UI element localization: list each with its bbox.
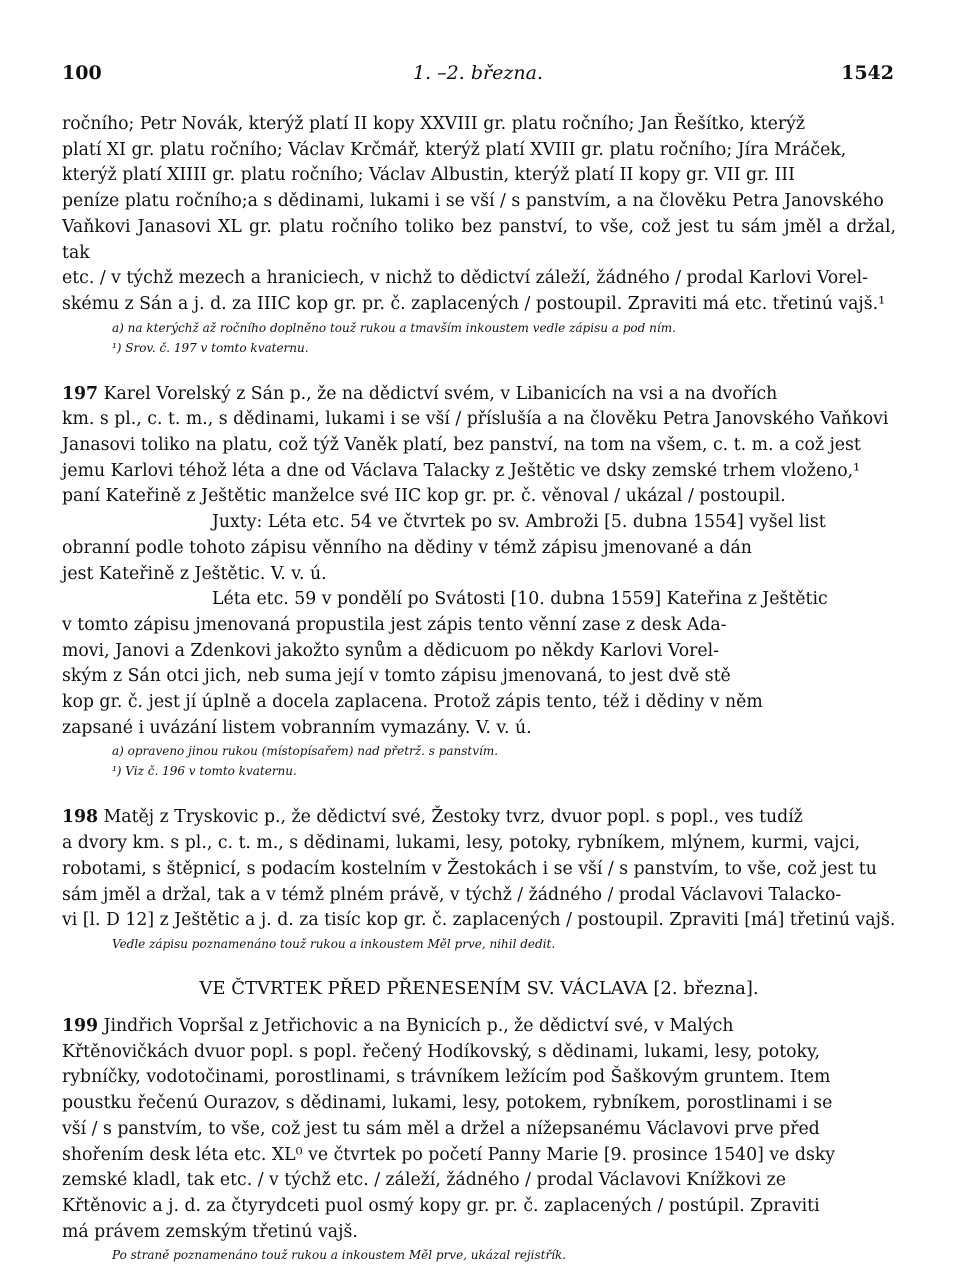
text-line: shořením desk léta etc. XL⁰ ve čtvrtek po početí Panny Marie [9. prosince 1540] ve dsky — [62, 1144, 836, 1165]
text-line: Vaňkovi Janasovi XL gr. platu ročního toliko bez panství, to vše, což jest tu sám jměl a držal, tak — [62, 216, 896, 263]
entry-first-line — [62, 382, 896, 408]
entry-198 — [62, 805, 896, 954]
text-line: zemské kladl, tak etc. / v týchž etc. / záleží, žádného / prodal Václavovi Knížkovi ze — [62, 1170, 786, 1191]
text-line: km. s pl., c. t. m., s dědinami, lukami i se vší / příslušía a na člověku Petra Janovského Vaňkovi — [62, 409, 889, 430]
text-line: vší / s panstvím, to vše, což jest tu sám měl a držel a nížepsanému Václavovi prve před — [62, 1118, 820, 1139]
page-content — [62, 112, 896, 1265]
text-line: etc. / v týchž mezech a hraniciech, v nichž to dědictví záleží, žádného / prodal Karlovi Vorel- — [62, 268, 868, 289]
previous-entry-text — [62, 112, 896, 318]
section-heading: VE ČTVRTEK PŘED PŘENESENÍM SV. VÁCLAVA [2. března]. — [199, 977, 759, 999]
footnote: a) opraveno jinou rukou (místopísařem) nad přetrž. s panstvím. — [112, 744, 499, 759]
text-line: kterýž platí XIIII gr. platu ročního; Václav Albustin, kterýž platí II kopy gr. VII gr. III — [62, 165, 795, 186]
text-line: Karel Vorelský z Sán p., že na dědictví svém, v Libanicích na vsi a na dvořích — [103, 383, 778, 404]
text-line: a dvory km. s pl., c. t. m., s dědinami, lukami, lesy, potoky, rybníkem, mlýnem, kurmi, vajci, — [62, 833, 861, 854]
text-line: skému z Sán a j. d. za IIIC kop gr. pr. č. zaplacených / postoupil. Zpraviti má etc. třetinú vajš.¹ — [62, 293, 886, 314]
text-line: paní Kateřině z Ještětic manželce své IIC kop gr. pr. č. věnoval / ukázal / postoupil. — [62, 486, 786, 507]
footnote: a) na kterýchž až ročního doplněno touž rukou a tmavším inkoustem vedle zápisu a pod ním. — [112, 320, 676, 335]
text-line: má právem zemským třetinú vajš. — [62, 1221, 358, 1242]
text-line: jemu Karlovi téhož léta a dne od Václava Talacky z Ještětic ve dsky zemské trhem vloženo,¹ — [62, 460, 861, 481]
text-line: platí XI gr. platu ročního; Václav Krčmář, kterýž platí XVIII gr. platu ročního; Jíra Mráček, — [62, 139, 847, 160]
footnote: Po straně poznamenáno touž rukou a inkoustem Měl prve, ukázal rejistřík. — [112, 1248, 567, 1263]
header-date: 1. –2. března. — [413, 62, 543, 84]
text-line: zapsané i uvázání listem vobranním vymazány. V. v. ú. — [62, 717, 532, 738]
text-line: Janasovi toliko na platu, což týž Vaněk platí, bez panství, na tom na všem, c. t. m. a což jest — [62, 435, 861, 456]
text-line: jest Kateřině z Ještětic. V. v. ú. — [62, 563, 327, 584]
previous-entry-notes — [62, 318, 896, 358]
text-line: Juxty: Léta etc. 54 ve čtvrtek po sv. Ambroži [5. dubna 1554] vyšel list — [212, 512, 826, 533]
text-line: vi [l. D 12] z Ještětic a j. d. za tisíc kop gr. č. zaplacených / postoupil. Zpraviti [má] třetinú vajš. — [62, 910, 896, 931]
text-line: movi, Janovi a Zdenkovi jakožto synům a dědicuom po někdy Karlovi Vorel- — [62, 640, 719, 661]
entry-first-line — [62, 805, 896, 831]
text-line: Jindřich Vopršal z Jetřichovic a na Bynicích p., že dědictví své, v Malých — [103, 1015, 734, 1036]
entry-199 — [62, 1014, 896, 1265]
page-number: 100 — [62, 62, 102, 84]
text-line: ským z Sán otci jich, neb suma její v tomto zápisu jmenovaná, to jest dvě stě — [62, 666, 731, 687]
entry-number: 197 — [62, 383, 99, 404]
text-line: obranní podle tohoto zápisu věnního na dědiny v témž zápisu jmenované a dán — [62, 537, 752, 558]
entry-197 — [62, 382, 896, 782]
text-line: robotami, s štěpnicí, s podacím kostelním v Žestokách i se vší / s panstvím, to vše, což jest tu — [62, 858, 877, 879]
entry-number: 199 — [62, 1015, 99, 1036]
footnote: ¹) Srov. č. 197 v tomto kvaternu. — [112, 340, 309, 355]
text-line: sám jměl a držal, tak a v témž plném právě, v týchž / žádného / prodal Václavovi Talacko- — [62, 884, 842, 905]
entry-number: 198 — [62, 807, 99, 828]
text-line: peníze platu ročního;a s dědinami, lukami i se vší / s panstvím, a na člověku Petra Janovského — [62, 191, 884, 212]
header-year: 1542 — [841, 62, 894, 84]
text-line: Léta etc. 59 v pondělí po Svátosti [10. dubna 1559] Kateřina z Ještětic — [212, 589, 828, 610]
text-line: kop gr. č. jest jí úplně a docela zaplacena. Protož zápis tento, též i dědiny v něm — [62, 692, 763, 713]
text-line: v tomto zápisu jmenovaná propustila jest zápis tento věnní zase z desk Ada- — [62, 614, 727, 635]
footnote: Vedle zápisu poznamenáno touž rukou a inkoustem Měl prve, nihil dedit. — [112, 936, 556, 951]
entry-first-line — [62, 1014, 896, 1040]
page-header — [62, 62, 894, 90]
footnote: ¹) Viz č. 196 v tomto kvaternu. — [112, 764, 297, 779]
text-line: Matěj z Tryskovic p., že dědictví své, Žestoky tvrz, dvuor popl. s popl., ves tudíž — [103, 807, 803, 828]
text-line: Křtěnovičkách dvuor popl. s popl. řečený Hodíkovský, s dědinami, lukami, lesy, potoky, — [62, 1041, 820, 1062]
text-line: poustku řečenú Ourazov, s dědinami, lukami, lesy, potokem, rybníkem, porostlinami i se — [62, 1093, 833, 1114]
text-line: ročního; Petr Novák, kterýž platí II kopy XXVIII gr. platu ročního; Jan Řešítko, kterýž — [62, 114, 805, 134]
text-line: rybníčky, vodotočinami, porostlinami, s trávníkem ležícím pod Šaškovým gruntem. Item — [62, 1067, 831, 1088]
text-line: Křtěnovic a j. d. za čtyrydceti puol osmý kopy gr. pr. č. zaplacených / postúpil. Zpraviti — [62, 1195, 820, 1216]
